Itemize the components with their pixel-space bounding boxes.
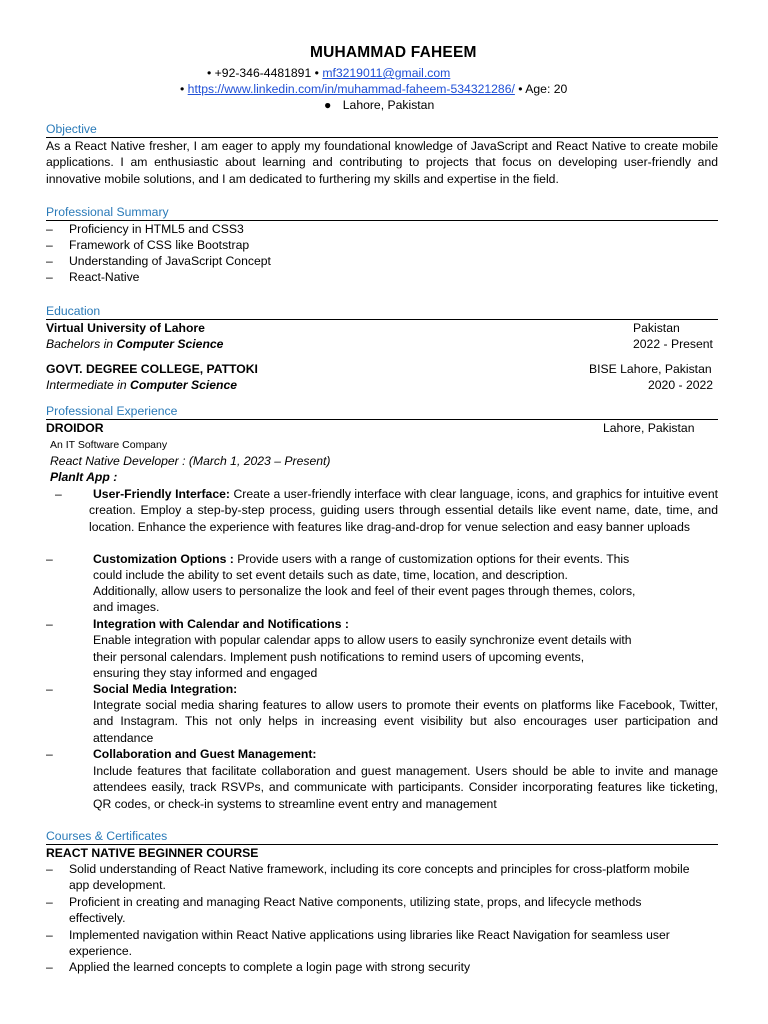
course-item: Proficient in creating and managing React Native components, utilizing state, props, and lifecycle methods effectively. [69,895,642,926]
degree [46,377,237,393]
feature-item [89,486,718,535]
degree-field: Computer Science [116,337,224,351]
job-role: React Native Developer : (March 1, 2023 – Present) [50,454,331,468]
feature-text: Include features that facilitate collaboration and guest management. Users should be able to invite and manage attendees easily, track RSVPs, and communicate with participants. Consider incorporating features like ticketing, QR codes, or check-in systems to streamline event entry and management [93,764,718,811]
company-name: DROIDOR [46,421,104,435]
degree [46,336,223,352]
location: Lahore, Pakistan [342,98,435,112]
dash-bullet: – [46,895,53,909]
section-title-education: Education [46,304,101,318]
feature-title: User-Friendly Interface: [93,487,230,501]
contact-line-2 [180,81,567,97]
feature-item [93,551,629,567]
feature-text: Create a user-friendly interface with clear language, icons, and graphics for intuitive event creation. Employ a step-by-step process, guiding users through essential details like event name, date, time, and location. Enhance the experience with features like drag-and-drop for venue selection and easy banner uploads [89,487,719,534]
school-name: Virtual University of Lahore [46,321,205,335]
degree-prefix: Intermediate in [46,378,131,392]
location-bullet: ● [324,98,332,112]
bullet: • [180,82,185,96]
section-title-objective: Objective [46,122,97,136]
feature-line: could include the ability to set event details such as date, time, location, and description. [93,568,568,582]
course-name: REACT NATIVE BEGINNER COURSE [46,846,259,860]
company-description: An IT Software Company [50,439,168,451]
contact-line-3 [324,97,434,113]
dash-bullet: – [46,960,53,974]
dash-bullet: – [46,222,53,236]
dash-bullet: – [46,682,53,696]
course-item: Implemented navigation within React Native applications using libraries like React Navigation for seamless user experience. [69,928,670,959]
feature-title: Social Media Integration: [93,682,238,696]
dash-bullet: – [46,747,53,761]
phone-number: +92-346-4481891 [214,66,312,80]
feature-text: Provide users with a range of customization options for their events. This [237,552,630,566]
dash-bullet: – [55,487,62,501]
dash-bullet: – [46,270,53,284]
company-location: Lahore, Pakistan [603,421,695,435]
dash-bullet: – [46,862,53,876]
bullet: • [314,66,319,80]
bullet: • [518,82,523,96]
email-link[interactable]: mf3219011@gmail.com [322,66,451,80]
summary-item: Framework of CSS like Bootstrap [69,238,250,252]
dash-bullet: – [46,254,53,268]
section-title-summary: Professional Summary [46,205,169,219]
feature-line: their personal calendars. Implement push notifications to remind users of upcoming events, [93,650,585,664]
bullet: • [207,66,212,80]
summary-item: Understanding of JavaScript Concept [69,254,271,268]
project-name: PlanIt App : [50,470,118,484]
school-location: BISE Lahore, Pakistan [589,362,712,376]
age: Age: 20 [525,82,568,96]
summary-item: Proficiency in HTML5 and CSS3 [69,222,244,236]
school-location: Pakistan [633,321,680,335]
education-dates: 2020 - 2022 [648,378,714,392]
feature-line: ensuring they stay informed and engaged [93,666,318,680]
section-title-courses: Courses & Certificates [46,829,168,843]
feature-line: Enable integration with popular calendar apps to allow users to easily synchronize event details with [93,633,632,647]
dash-bullet: – [46,928,53,942]
feature-line: and images. [93,600,160,614]
feature-title: Customization Options : [93,552,234,566]
dash-bullet: – [46,617,53,631]
objective-text: As a React Native fresher, I am eager to apply my foundational knowledge of JavaScript and React Native to create mobile applications. I am enthusiastic about learning and contributing to projects that focus on developing user-friendly and innovative mobile solutions, and I am dedicated to furthering my skills and expertise in the field. [46,139,718,186]
contact-line-1 [207,65,450,81]
candidate-name: MUHAMMAD FAHEEM [310,44,477,61]
feature-title: Integration with Calendar and Notifications : [93,617,349,631]
dash-bullet: – [46,552,53,566]
feature-text: Integrate social media sharing features to allow users to promote their events on platforms like Facebook, Twitter, and Instagram. This not only helps in increasing event visibility but also encourages user participation and attendance [93,698,718,745]
feature-line: Additionally, allow users to personalize the look and feel of their event pages through themes, colors, [93,584,636,598]
linkedin-link[interactable]: https://www.linkedin.com/in/muhammad-faheem-534321286/ [187,82,515,96]
course-item: Solid understanding of React Native framework, including its core concepts and principles for cross-platform mobile app development. [69,862,690,893]
education-dates: 2022 - Present [633,337,713,351]
degree-prefix: Bachelors in [46,337,117,351]
summary-item: React-Native [69,270,140,284]
degree-field: Computer Science [130,378,238,392]
school-name: GOVT. DEGREE COLLEGE, PATTOKI [46,362,258,376]
dash-bullet: – [46,238,53,252]
section-title-experience: Professional Experience [46,404,178,418]
feature-title: Collaboration and Guest Management: [93,747,317,761]
course-item: Applied the learned concepts to complete a login page with strong security [69,960,471,974]
